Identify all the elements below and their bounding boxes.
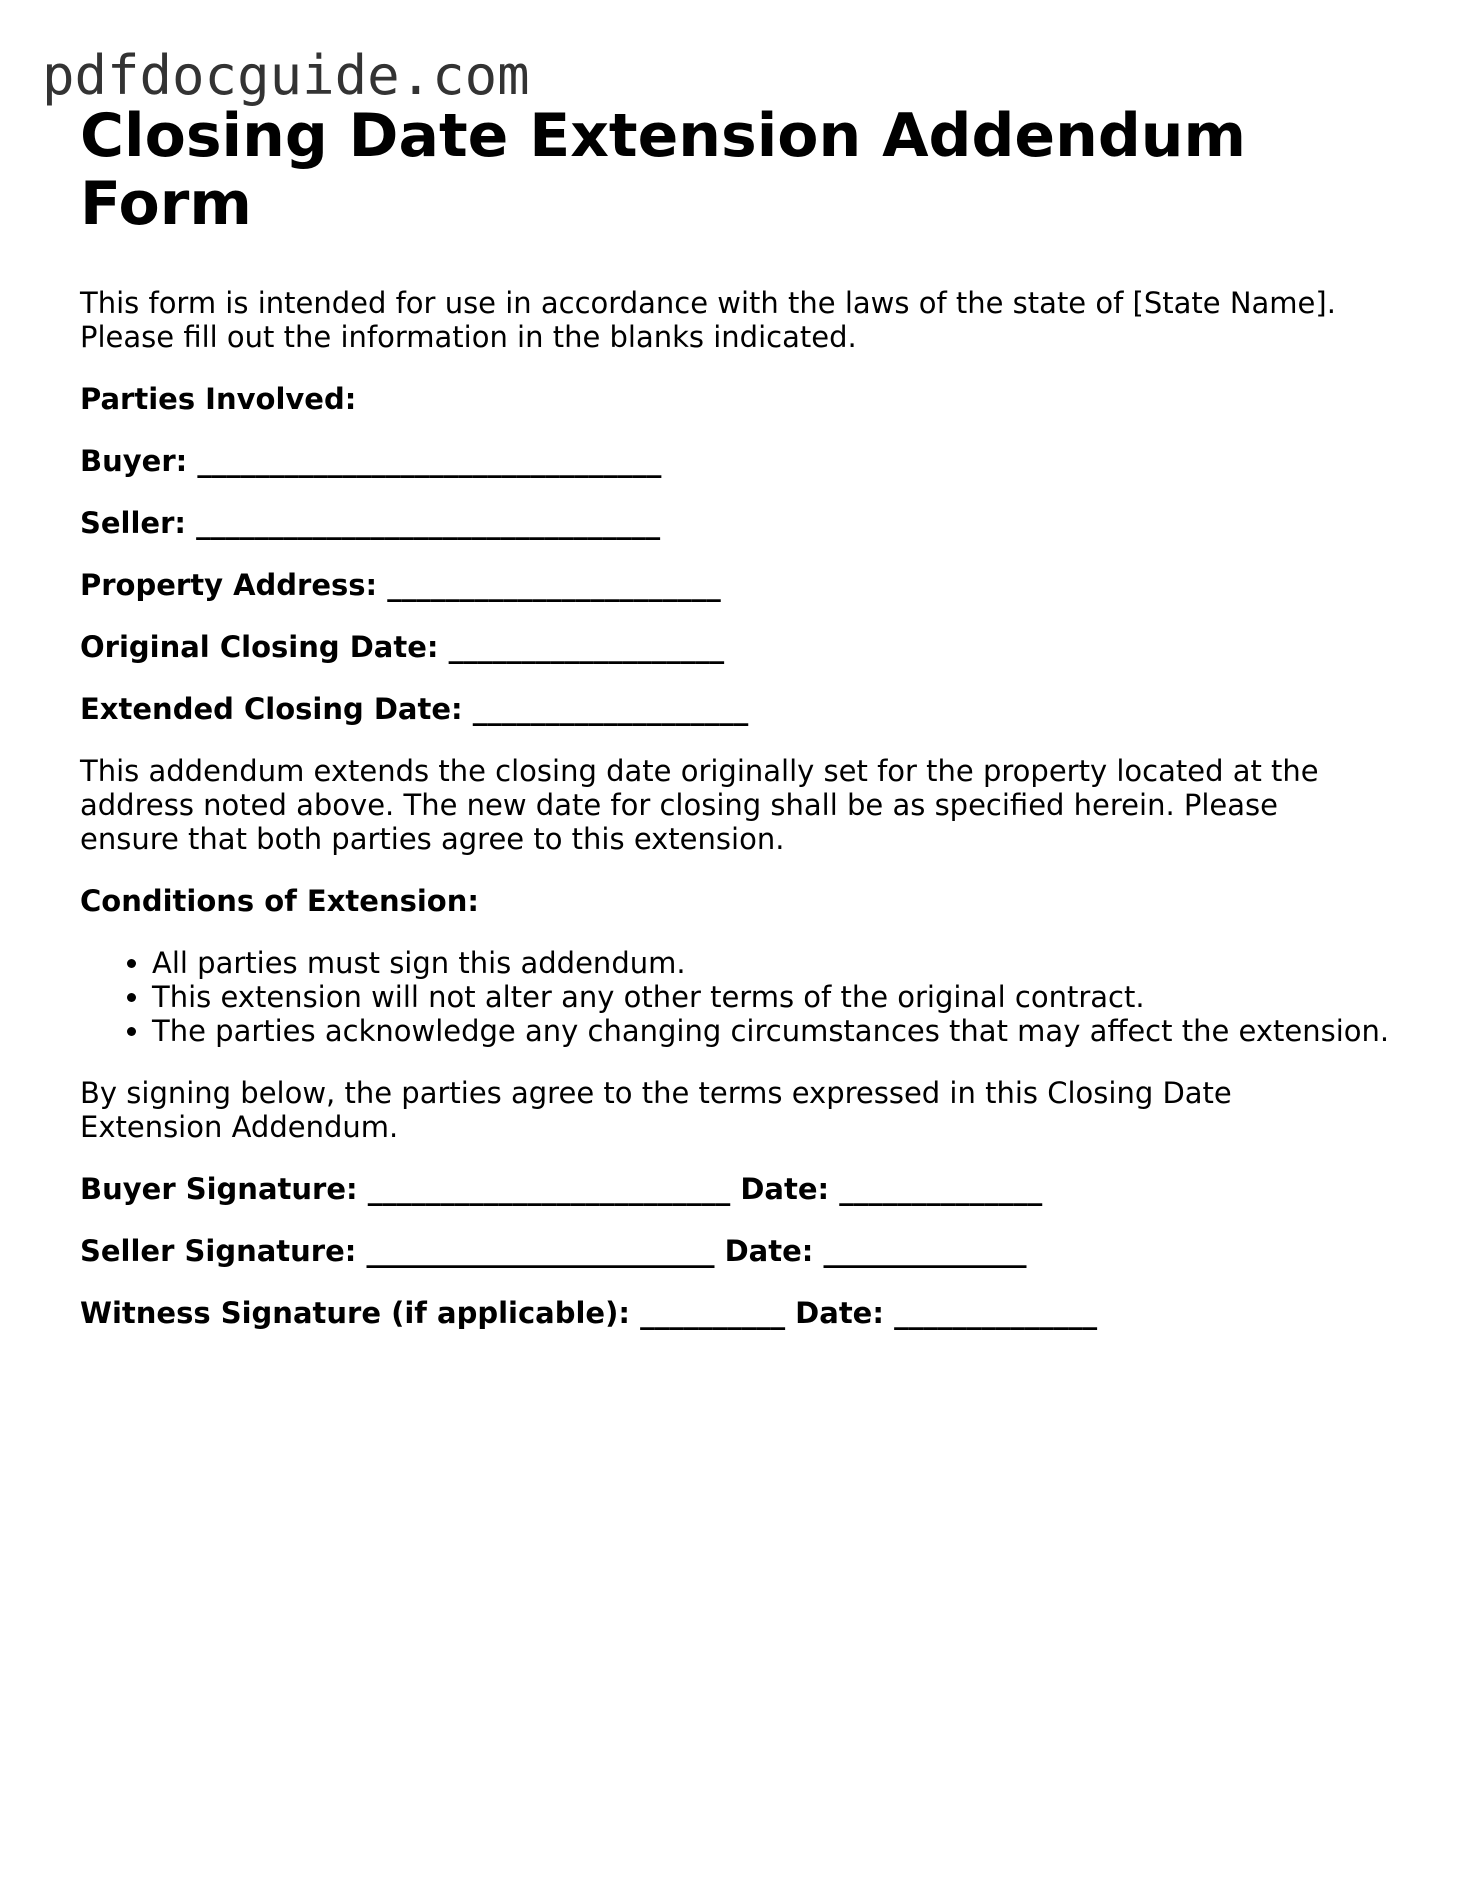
- intro-text: This form is intended for use in accordance with the laws of the state of [State Name]. Please fill out the information in the blanks indicated.: [80, 286, 1336, 354]
- seller-label: Seller:: [80, 506, 187, 540]
- watermark: pdfdocguide.com: [42, 44, 530, 107]
- condition-item: • All parties must sign this addendum.: [152, 946, 1380, 980]
- buyer-signature-line: [80, 1172, 1380, 1206]
- property-address-field: [80, 568, 1380, 602]
- seller-signature-label: Seller Signature:: [80, 1234, 357, 1268]
- buyer-signature-blank[interactable]: _________________________: [367, 1172, 731, 1206]
- witness-date-blank[interactable]: ______________: [894, 1296, 1098, 1330]
- conditions-heading: Conditions of Extension:: [80, 884, 479, 918]
- agreement-text: By signing below, the parties agree to the terms expressed in this Closing Date Extension Addendum.: [80, 1076, 1232, 1144]
- condition-item: • The parties acknowledge any changing circumstances that may affect the extension.: [152, 1014, 1380, 1048]
- parties-heading: Parties Involved:: [80, 382, 357, 416]
- buyer-date-blank[interactable]: ______________: [839, 1172, 1043, 1206]
- conditions-list: [80, 946, 1390, 1048]
- property-address-label: Property Address:: [80, 568, 378, 602]
- witness-date-label: Date:: [795, 1296, 884, 1330]
- extended-closing-date-blank[interactable]: ___________________: [472, 692, 749, 726]
- witness-signature-label: Witness Signature (if applicable):: [80, 1296, 630, 1330]
- witness-signature-line: [80, 1296, 1380, 1330]
- extended-closing-date-field: [80, 692, 1380, 726]
- seller-signature-line: [80, 1234, 1380, 1268]
- seller-signature-blank[interactable]: ________________________: [366, 1234, 715, 1268]
- buyer-label: Buyer:: [80, 444, 188, 478]
- seller-date-label: Date:: [724, 1234, 814, 1268]
- document-page: [80, 101, 1390, 1330]
- seller-field: [80, 506, 1380, 540]
- original-closing-date-blank[interactable]: ___________________: [448, 630, 725, 664]
- seller-date-blank[interactable]: ______________: [823, 1234, 1027, 1268]
- witness-signature-blank[interactable]: __________: [640, 1296, 786, 1330]
- buyer-signature-label: Buyer Signature:: [80, 1172, 358, 1206]
- original-closing-date-label: Original Closing Date:: [80, 630, 439, 664]
- extended-closing-date-label: Extended Closing Date:: [80, 692, 463, 726]
- seller-blank[interactable]: ________________________________: [196, 506, 661, 540]
- buyer-field: [80, 444, 1380, 478]
- condition-item: • This extension will not alter any other terms of the original contract.: [152, 980, 1380, 1014]
- property-address-blank[interactable]: _______________________: [387, 568, 721, 602]
- buyer-blank[interactable]: ________________________________: [197, 444, 662, 478]
- page-title: Closing Date Extension Addendum Form: [80, 101, 1247, 239]
- original-closing-date-field: [80, 630, 1380, 664]
- buyer-date-label: Date:: [740, 1172, 830, 1206]
- addendum-text: This addendum extends the closing date originally set for the property located at the address noted above. The new date for closing shall be as specified herein. Please ensure that both parties agree to this extension.: [80, 754, 1319, 856]
